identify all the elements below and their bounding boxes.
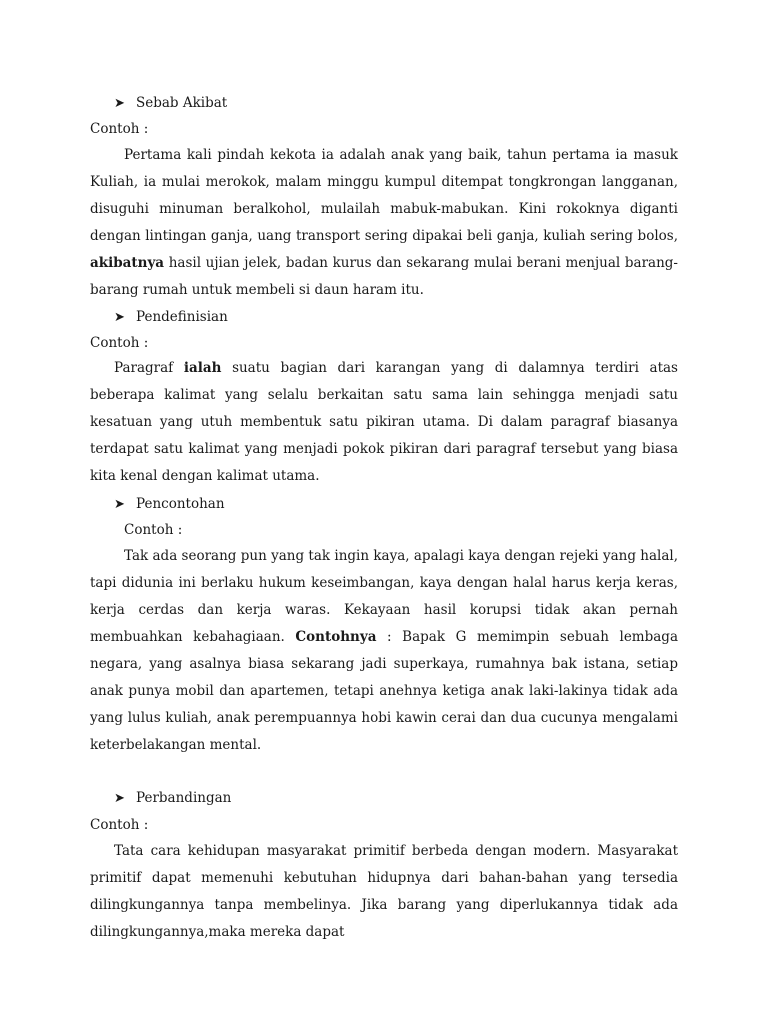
- paragraph-text: suatu bagian dari karangan yang di dalamnya terdiri atas beberapa kalimat yang selalu berkaitan satu sama lain sehingga menjadi satu kesatuan yang utuh membentuk satu pikiran utama. Di dalam paragraf biasanya terdapat satu kalimat yang menjadi pokok pikiran dari paragraf tersebut yang biasa kita kenal dengan kalimat utama.: [90, 360, 678, 484]
- section-heading-text: Pendefinisian: [136, 309, 228, 325]
- paragraph-perbandingan: [90, 838, 678, 946]
- keyword-bold: akibatnya: [90, 255, 165, 271]
- example-label: Contoh :: [90, 121, 149, 137]
- section-heading-text: Perbandingan: [136, 790, 232, 806]
- paragraph-text: Tata cara kehidupan masyarakat primitif berbeda dengan modern. Masyarakat primitif dapat memenuhi kebutuhan hidupnya dari bahan-bahan yang tersedia dilingkungannya tanpa membelinya. Jika barang yang diperlukannya tidak ada dilingkungannya,maka mereka dapat: [90, 843, 678, 940]
- paragraph-sebab-akibat: [90, 142, 678, 304]
- section-heading-text: Pencontohan: [136, 496, 225, 512]
- paragraph-text: hasil ujian jelek, badan kurus dan sekarang mulai berani menjual barang-barang rumah untuk membeli si daun haram itu.: [90, 255, 678, 298]
- paragraph-text: Paragraf: [114, 360, 174, 376]
- keyword-bold: ialah: [183, 360, 222, 376]
- section-heading-sebab-akibat: [114, 94, 227, 113]
- arrowhead-bullet-icon: ➤: [114, 497, 125, 512]
- paragraph-pendefinisian: [90, 355, 678, 490]
- paragraph-pencontohan: [90, 543, 678, 759]
- example-label: Contoh :: [124, 522, 183, 538]
- example-label: Contoh :: [90, 817, 149, 833]
- arrowhead-bullet-icon: ➤: [114, 310, 125, 325]
- section-heading-text: Sebab Akibat: [136, 95, 228, 111]
- paragraph-text: Pertama kali pindah kekota ia adalah anak yang baik, tahun pertama ia masuk Kuliah, ia mulai merokok, malam minggu kumpul ditempat tongkrongan langganan, disuguhi minuman beralkohol, mulailah mabuk-mabukan. Kini rokoknya diganti dengan lintingan ganja, uang transport sering dipakai beli ganja, kuliah sering bolos,: [90, 147, 678, 244]
- paragraph-text: : Bapak G memimpin sebuah lembaga negara, yang asalnya biasa sekarang jadi superkaya, rumahnya bak istana, setiap anak punya mobil dan apartemen, tetapi anehnya ketiga anak laki-lakinya tidak ada yang lulus kuliah, anak perempuannya hobi kawin cerai dan dua cucunya mengalami keterbelakangan mental.: [90, 629, 678, 753]
- example-label: Contoh :: [90, 335, 149, 351]
- section-heading-pencontohan: [114, 495, 225, 514]
- paragraph-text: Tak ada seorang pun yang tak ingin kaya, apalagi kaya dengan rejeki yang halal, tapi didunia ini berlaku hukum keseimbangan, kaya dengan halal harus kerja keras, kerja cerdas dan kerja waras. Kekayaan hasil korupsi tidak akan pernah membuahkan kebahagiaan.: [90, 548, 678, 645]
- section-heading-perbandingan: [114, 789, 231, 808]
- arrowhead-bullet-icon: ➤: [114, 791, 125, 806]
- keyword-bold: Contohnya: [295, 629, 377, 645]
- arrowhead-bullet-icon: ➤: [114, 96, 125, 111]
- section-heading-pendefinisian: [114, 308, 228, 327]
